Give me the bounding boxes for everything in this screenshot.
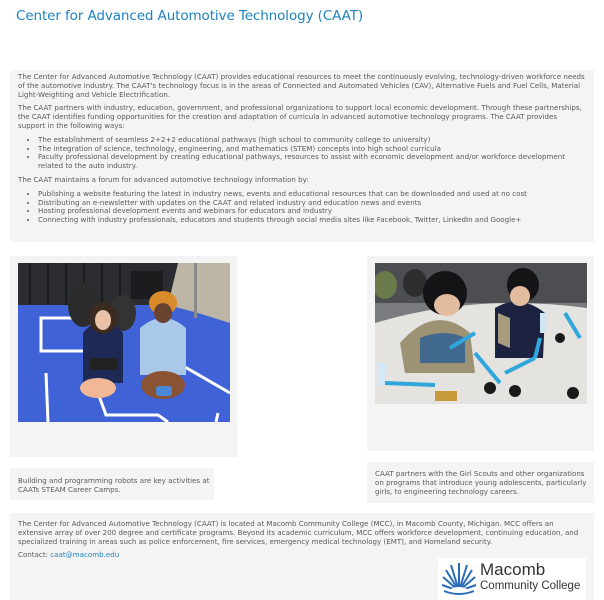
sunburst-logo-icon [440, 561, 478, 597]
list-item: • The establishment of seamless 2+2+2 educational pathways (high school to community college to university) [38, 136, 586, 145]
logo-name-line1: Macomb [480, 560, 546, 579]
page-title: Center for Advanced Automotive Technology (CAAT) [16, 8, 364, 24]
about-text: The Center for Advanced Automotive Technology (CAAT) is located at Macomb Community College (MCC), in Macomb County, Michigan. MCC offers an extensive array of over 200 degree and certificate programs. Beyond its academic curriculum, MCC offers workforce development, continuing education, and specialized training in areas such as police enforcement, fire services, emergency medical technology (EMT), and Homeland security. [18, 519, 579, 546]
forum-list [18, 190, 586, 225]
list-item: • Faculty professional development by creating educational pathways, resources to assist with economic development and/or workforce development related to the auto industry. [38, 153, 586, 171]
photo-card-robot-camp [10, 256, 237, 457]
caption-text: CAAT partners with the Girl Scouts and other organizations on programs that introduce young adolescents, particularly girls, to engineering technology careers. [375, 469, 587, 496]
contact-email-link[interactable]: caat@macomb.edu [50, 550, 120, 559]
list-item: • The integration of science, technology, engineering, and mathematics (STEM) concepts into high school curricula [38, 145, 586, 154]
list-item: • Hosting professional development events and webinars for educators and industry [38, 207, 586, 216]
photo-card-girl-scouts [367, 256, 594, 451]
caption-girl-scouts [367, 462, 594, 503]
caption-text: Building and programming robots are key activities at CAATs STEAM Career Camps. [18, 476, 210, 494]
intro-paragraph-2: The CAAT partners with industry, education, government, and professional organizations to support local economic development. Through these partnerships, the CAAT identifies funding opportunities for the creation and adaptation of curricula in advanced automotive technology programs. The CAAT provides support in the following ways: [18, 103, 582, 130]
support-list [18, 136, 586, 171]
list-item: • Distributing an e-newsletter with updates on the CAAT and related industry and education news and events [38, 199, 586, 208]
robot-camp-photo [18, 263, 230, 422]
macomb-logo[interactable] [438, 558, 586, 600]
contact-label: Contact: [18, 550, 48, 559]
intro-paragraph-1: The Center for Advanced Automotive Technology (CAAT) provides educational resources to meet the continuously evolving, technology-driven workforce needs of the automotive industry. The CAAT's technology focus is in the areas of Connected and Automated Vehicles (CAV), Alternative Fuels and Fuel Cells, Material Light-Weighting and Vehicle Electrification. [18, 72, 585, 99]
caption-robot-camp [10, 468, 214, 500]
list-item: • Connecting with industry professionals, educators and students through social media sites like Facebook, Twitter, LinkedIn and Google+ [38, 216, 586, 225]
girl-scouts-photo [375, 263, 587, 404]
logo-name-line2: Community College [480, 580, 581, 592]
intro-panel [10, 70, 594, 242]
list-item: • Publishing a website featuring the latest in industry news, events and educational resources that can be downloaded and used at no cost [38, 190, 586, 199]
intro-paragraph-3: The CAAT maintains a forum for advanced automotive technology information by: [18, 174, 309, 184]
